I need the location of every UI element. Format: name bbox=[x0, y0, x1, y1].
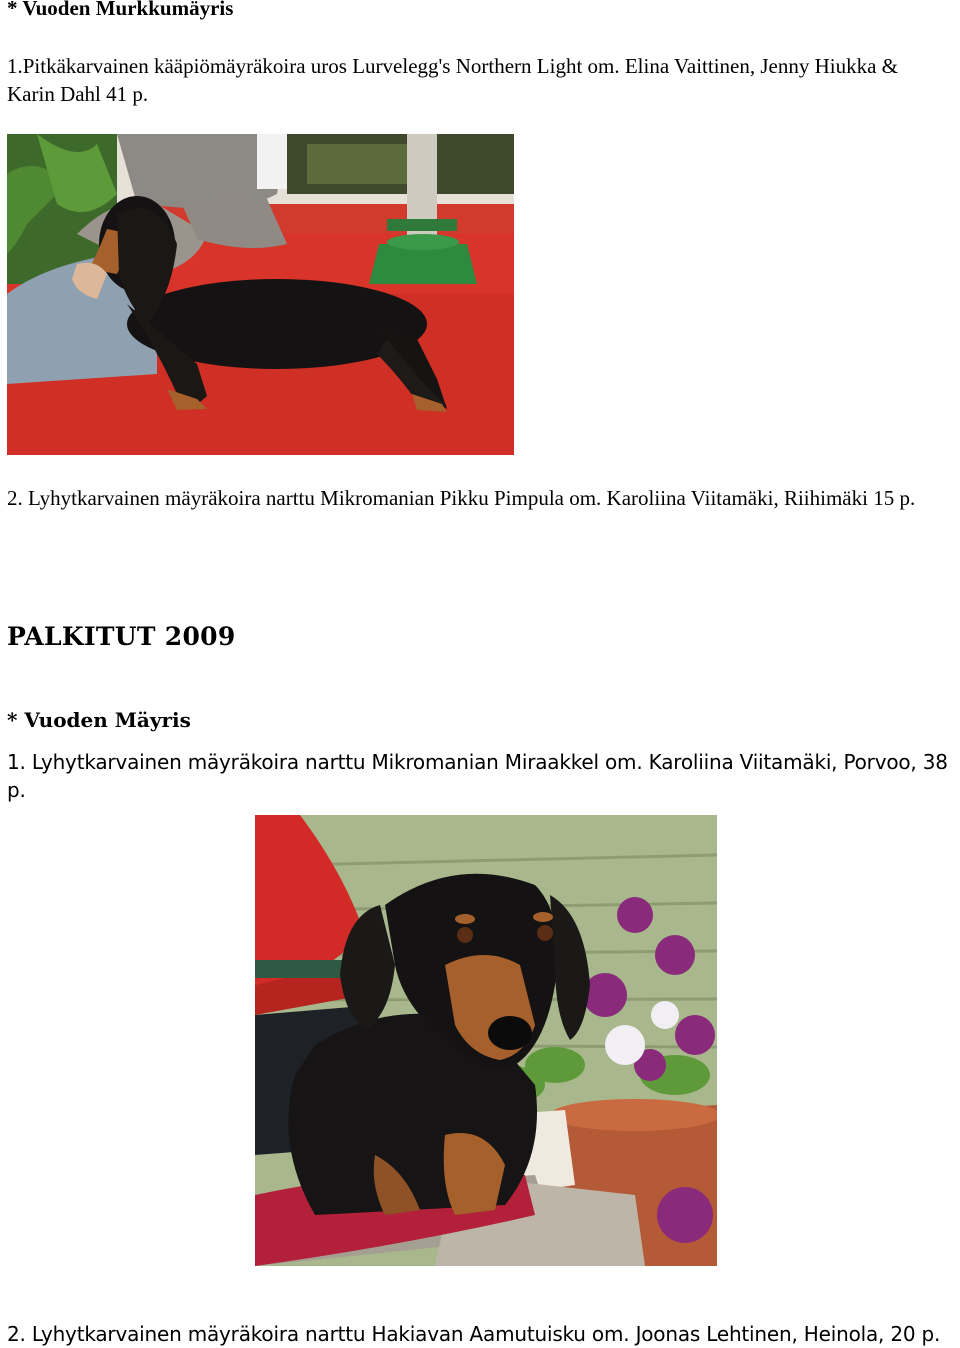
entry-lurvelegg: 1.Pitkäkarvainen kääpiömäyräkoira uros Lurvelegg's Northern Light om. Elina Vaittinen, Jenny Hiukka & Karin Dahl 41 p. bbox=[7, 54, 899, 106]
section-heading-murkkumayris: * Vuoden Murkkumäyris bbox=[7, 0, 234, 20]
section-heading-mayris: * Vuoden Mäyris bbox=[7, 708, 191, 732]
section-title-palkitut-2009: PALKITUT 2009 bbox=[7, 622, 236, 651]
dog-show-photo-longhair-dachshund bbox=[7, 134, 514, 455]
entry-miraakkel: 1. Lyhytkarvainen mäyräkoira narttu Mikromanian Miraakkel om. Karoliina Viitamäki, Porvoo, 38 p. bbox=[7, 750, 948, 802]
portrait-photo-smooth-dachshund bbox=[255, 815, 717, 1266]
entry-pikku-pimpula: 2. Lyhytkarvainen mäyräkoira narttu Mikromanian Pikku Pimpula om. Karoliina Viitamäki, Riihimäki 15 p. bbox=[7, 486, 916, 510]
entry-aamutuisku: 2. Lyhytkarvainen mäyräkoira narttu Hakiavan Aamutuisku om. Joonas Lehtinen, Heinola, 20 p. bbox=[7, 1322, 941, 1346]
